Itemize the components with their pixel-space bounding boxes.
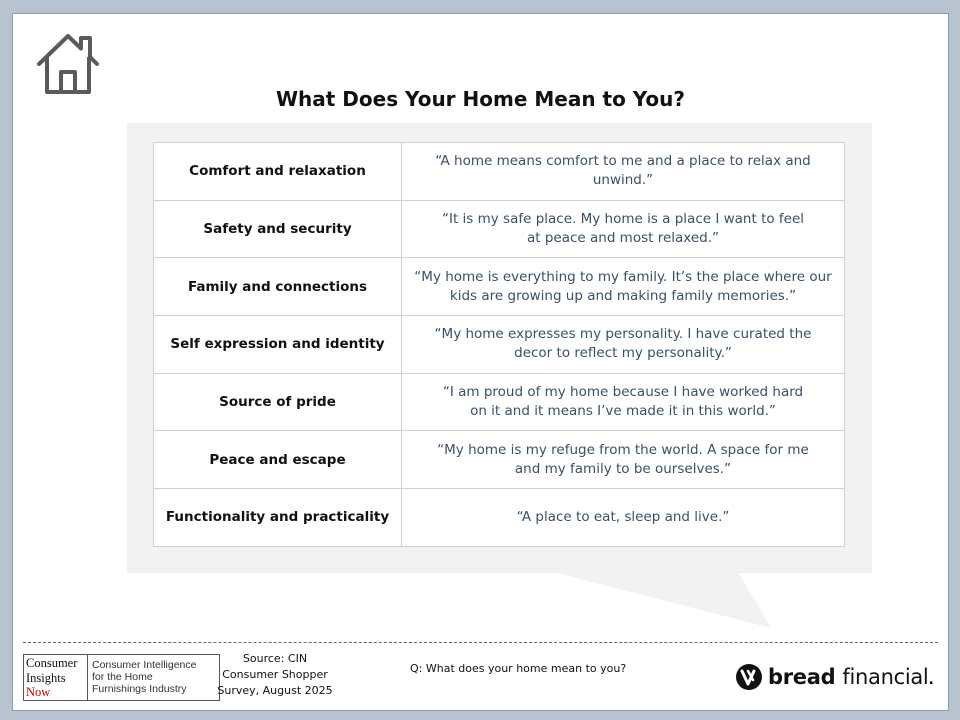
bread-financial-wordmark [768, 665, 934, 689]
quote-cell [402, 200, 845, 258]
cin-tagline-line: Consumer Intelligence [92, 659, 197, 671]
table-row [154, 143, 845, 201]
table-row [154, 200, 845, 258]
bread-financial-logo [735, 663, 934, 691]
quote-line: “My home is everything to my family. It’s the place where our [414, 268, 832, 285]
theme-cell: Self expression and identity [154, 316, 402, 374]
brand-light: financial [842, 665, 929, 689]
quote-line: decor to reflect my personality.” [514, 345, 732, 362]
cin-logo-tagline [88, 655, 219, 700]
quote-cell [402, 489, 845, 547]
quote-line: “A home means comfort to me and a place to relax and unwind.” [435, 153, 811, 189]
source-note [211, 651, 339, 699]
cin-logo-line: Insights [26, 670, 66, 685]
quote-cell [402, 258, 845, 316]
cin-logo-line: Now [26, 685, 51, 699]
quote-cell [402, 373, 845, 431]
cin-logo-wordmark [24, 655, 88, 700]
table-row [154, 431, 845, 489]
speech-bubble-tail [553, 572, 778, 632]
quotes-table [153, 142, 845, 547]
brand-bold: bread [768, 665, 836, 689]
cin-tagline-line: for the Home [92, 671, 153, 683]
quote-line: kids are growing up and making family memories.” [449, 287, 797, 304]
source-line: Consumer Shopper [222, 668, 328, 681]
quote-cell [402, 316, 845, 374]
table-row [154, 489, 845, 547]
table-row [154, 316, 845, 374]
quote-cell [402, 143, 845, 201]
quote-line: “My home expresses my personality. I have curated the [434, 326, 812, 343]
quote-line: and my family to be ourselves.” [514, 460, 732, 477]
quote-line: “My home is my refuge from the world. A space for me [437, 441, 809, 458]
cin-tagline-line: Furnishings Industry [92, 683, 187, 695]
theme-cell: Peace and escape [154, 431, 402, 489]
quote-cell [402, 431, 845, 489]
page-title: What Does Your Home Mean to You? [275, 87, 686, 111]
theme-cell: Family and connections [154, 258, 402, 316]
theme-cell: Source of pride [154, 373, 402, 431]
slide [12, 13, 949, 711]
table-row [154, 258, 845, 316]
quote-line: “It is my safe place. My home is a place I want to feel [441, 211, 805, 228]
quote-line: “A place to eat, sleep and live.” [516, 508, 730, 525]
quote-line: “I am proud of my home because I have worked hard [442, 384, 804, 401]
survey-question: Q: What does your home mean to you? [410, 662, 627, 675]
theme-cell: Comfort and relaxation [154, 143, 402, 201]
theme-cell: Functionality and practicality [154, 489, 402, 547]
source-line: Source: CIN [242, 652, 308, 665]
theme-cell: Safety and security [154, 200, 402, 258]
footer-divider [23, 642, 938, 643]
cin-logo [23, 654, 220, 701]
quote-line: on it and it means I’ve made it in this world.” [470, 403, 776, 420]
brand-dot: . [928, 672, 934, 688]
table-row [154, 373, 845, 431]
quote-line: at peace and most relaxed.” [526, 230, 720, 247]
cin-logo-line: Consumer [26, 656, 78, 670]
bread-logo-mark-icon [735, 663, 763, 691]
source-line: Survey, August 2025 [217, 684, 333, 697]
